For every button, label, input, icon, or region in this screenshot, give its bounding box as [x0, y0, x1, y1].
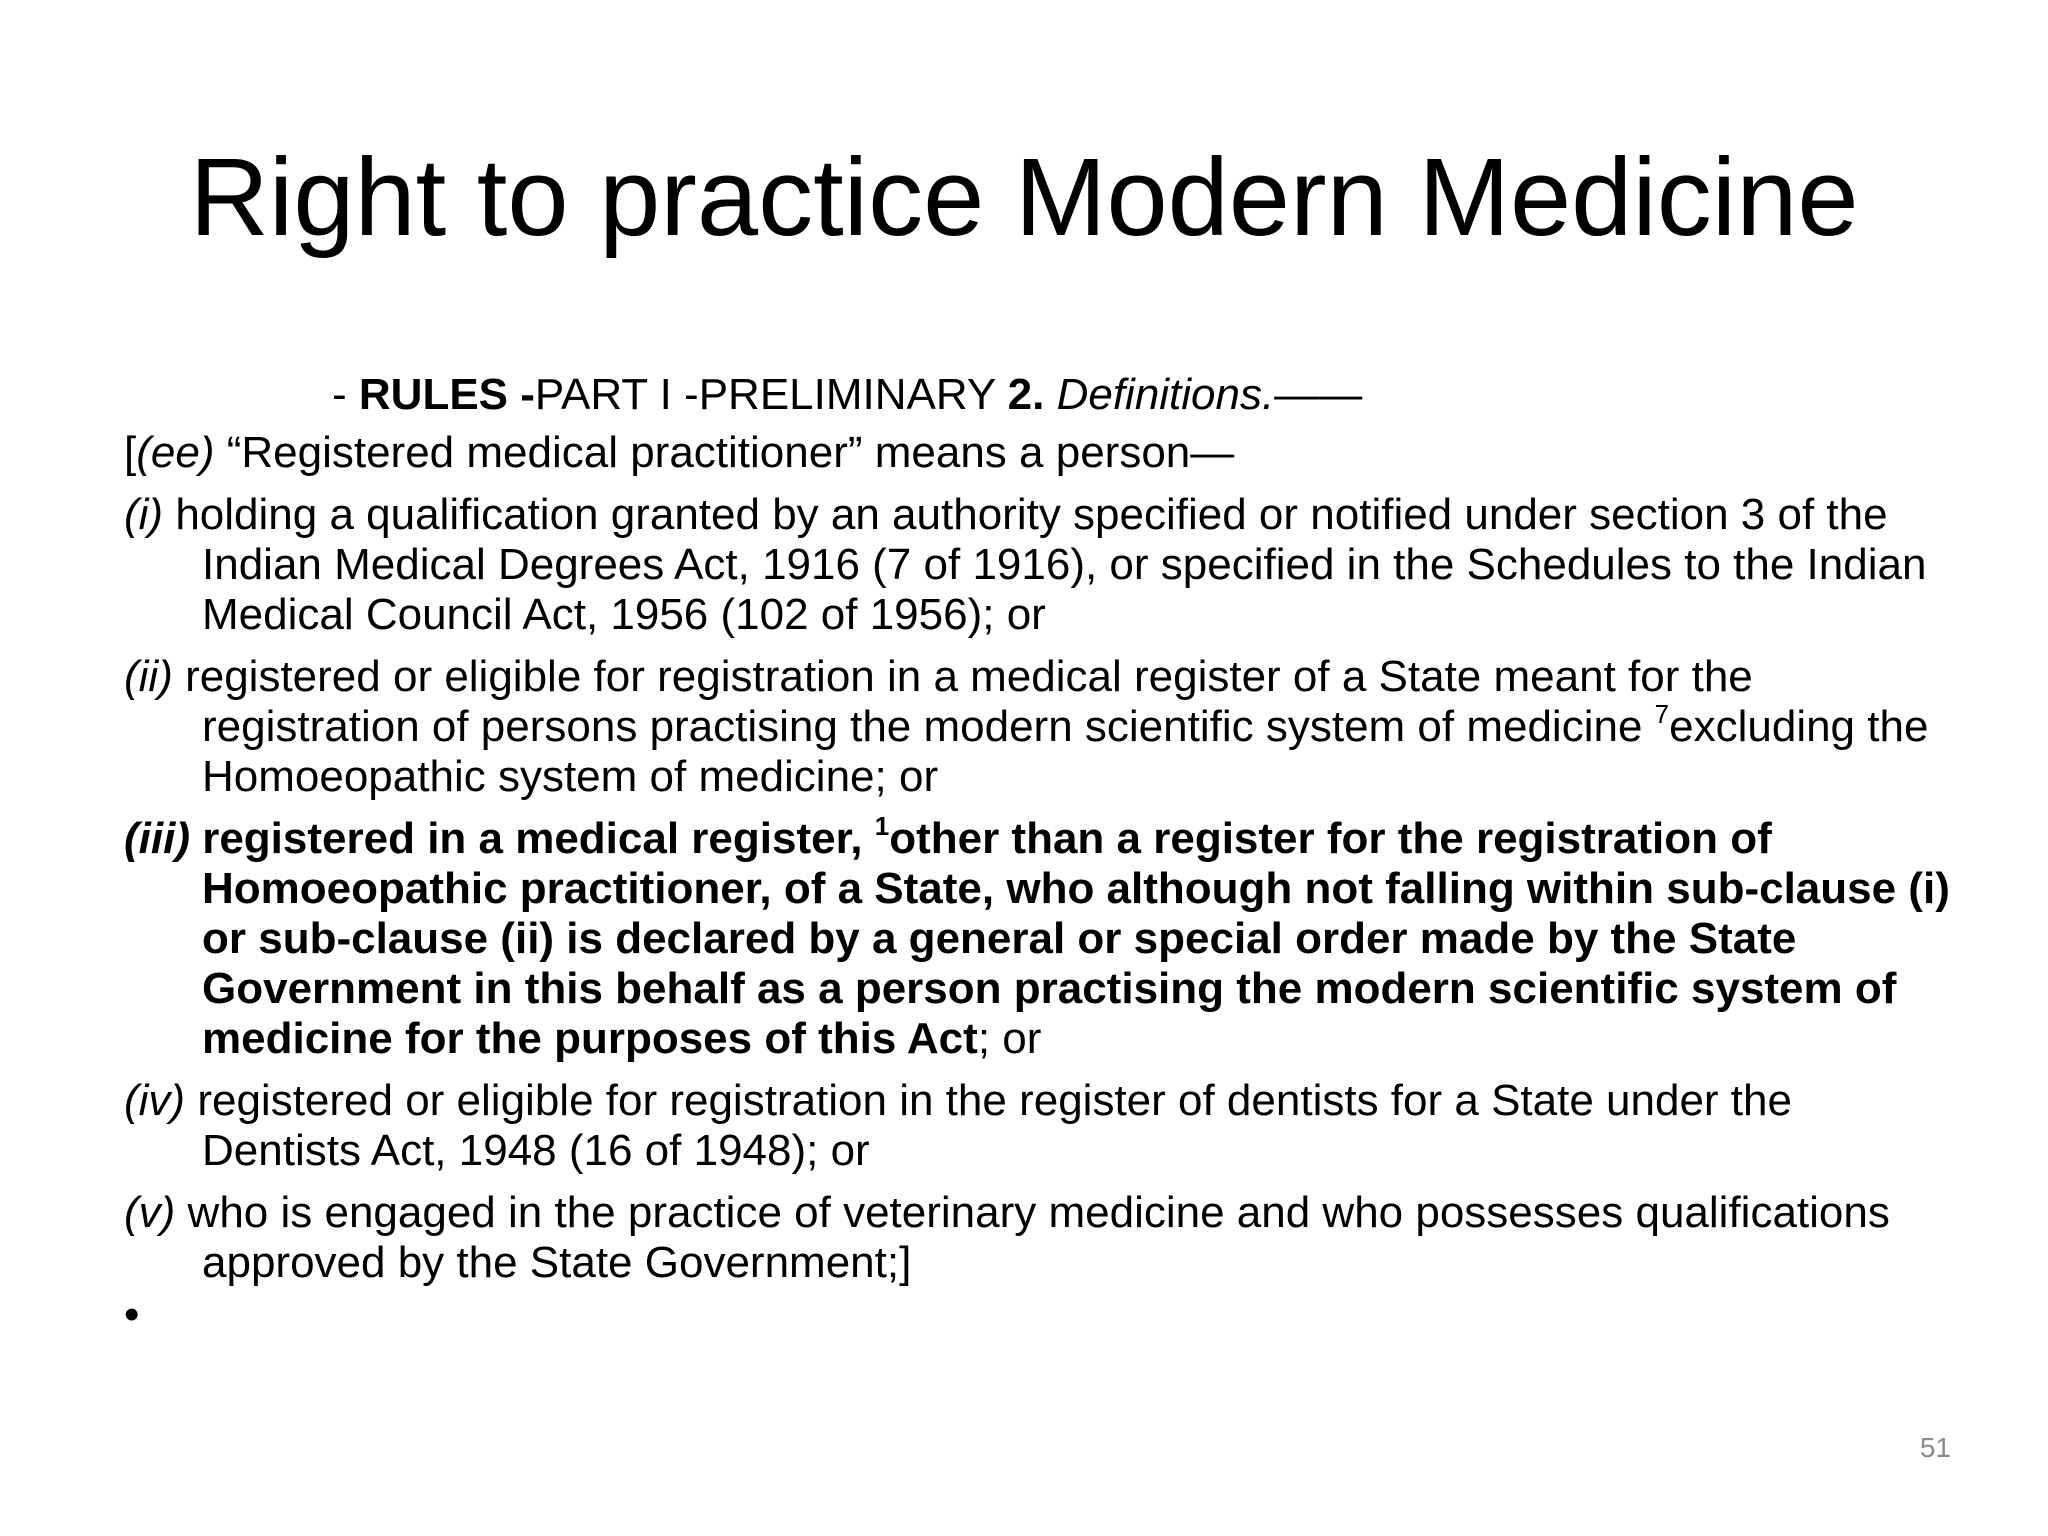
- slide-title: Right to practice Modern Medicine: [189, 136, 1859, 259]
- heading-part: PART I -PRELIMINARY: [534, 370, 1008, 419]
- heading-prefix: -: [332, 370, 359, 419]
- sub-clause-iii-tail: ; or: [977, 1014, 1042, 1063]
- sub-clause-i: [124, 490, 1954, 640]
- sub-clause-iv-label: (iv): [124, 1076, 186, 1125]
- clause-ee: [124, 428, 1954, 478]
- heading-definitions: Definitions.: [1044, 370, 1275, 419]
- heading-dash: ——: [1274, 370, 1363, 419]
- slide-body: [124, 368, 1954, 1288]
- heading-section: 2.: [1007, 370, 1045, 419]
- heading-rules: RULES -: [358, 370, 535, 419]
- sub-clause-ii: [124, 652, 1954, 802]
- empty-bullet: •: [124, 1290, 140, 1339]
- clause-ee-label: (ee): [136, 428, 215, 477]
- sub-clause-ii-text-a: registered or eligible for registration in a medical register of a State meant for the registration of persons practising the modern scientific system of medicine: [172, 652, 1753, 751]
- sub-clause-iii-text-a: registered in a medical register,: [189, 814, 875, 863]
- footnote-marker: 7: [1654, 699, 1670, 729]
- clause-ee-open: [: [124, 428, 137, 477]
- footnote-marker: 1: [874, 811, 890, 841]
- sub-clause-iii: [124, 811, 1954, 1064]
- sub-clause-v-label: (v): [124, 1188, 176, 1237]
- sub-clause-v-text: who is engaged in the practice of veterinary medicine and who possesses qualifications approved by the State Government;]: [175, 1188, 1890, 1287]
- sub-clause-iii-text-b: other than a register for the registration of Homoeopathic practitioner, of a State, who although not falling within sub-clause (i) or sub-clause (ii) is declared by a general or special order made by the State Government in this behalf as a person practising the modern scientific system of medicine for the purposes of this Act: [202, 814, 1950, 1063]
- sub-clause-iv-text: registered or eligible for registration in the register of dentists for a State under the Dentists Act, 1948 (16 of 1948); or: [185, 1076, 1792, 1175]
- sub-clause-v: [124, 1188, 1954, 1288]
- sub-clause-ii-text-b: excluding the Homoeopathic system of medicine; or: [202, 702, 1929, 801]
- clause-ee-text: “Registered medical practitioner” means a person—: [214, 428, 1235, 477]
- sub-clause-i-text: holding a qualification granted by an authority specified or notified under section 3 of the Indian Medical Degrees Act, 1916 (7 of 1916), or specified in the Schedules to the Indian Medical Council Act, 1956 (102 of 1956); or: [163, 490, 1927, 639]
- sub-clause-ii-label: (ii): [124, 652, 173, 701]
- sub-clause-iii-label: (iii): [124, 814, 190, 863]
- sub-clause-iv: [124, 1076, 1954, 1176]
- sub-clause-i-label: (i): [124, 490, 164, 539]
- rules-heading: [332, 368, 1954, 422]
- page-number: 51: [1919, 1432, 1951, 1463]
